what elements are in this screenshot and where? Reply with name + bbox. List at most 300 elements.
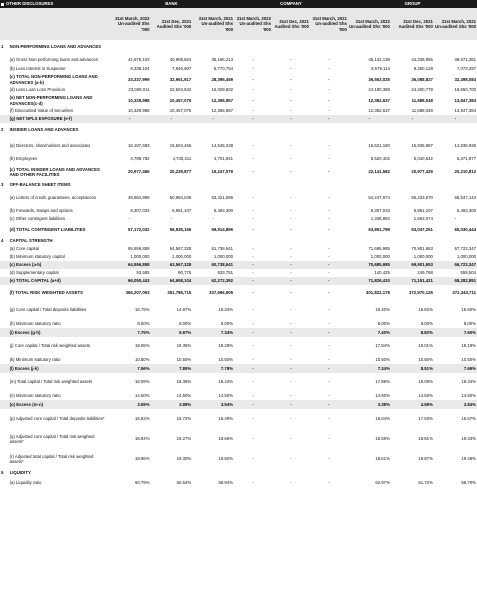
value-cell: 93,585 [136,270,150,276]
value-cell: 3.88% [151,400,193,409]
value-cell: - [328,456,330,462]
value-cell: - [328,320,330,326]
value-cell: - [290,208,292,214]
table-row [0,400,477,409]
value-cell: 365,207,063 [125,290,150,296]
value-cell: - [252,307,254,313]
value-cell: - [328,343,330,349]
value-cell: - [310,115,348,123]
table-row [0,163,477,181]
value-cell: 41,676,103 [128,56,150,62]
value-cell: - [328,195,330,201]
section-number [0,115,8,123]
value-cell: 15.34% [218,307,234,313]
value-cell: 24,400,779 [411,87,433,93]
value-cell: - [290,356,292,362]
value-cell: 70,685,985 [348,261,391,269]
value-cell: 69,901,653 [391,261,434,269]
value-cell: - [252,270,254,276]
value-cell: 14.50% [218,392,234,398]
row-label: (i) Excess (g-h) [8,328,109,337]
section-number [0,107,8,115]
table-row [0,73,477,86]
value-cell: 16.52% [134,416,150,422]
value-cell: 5,371,877 [456,156,476,162]
value-cell: 249,768 [417,270,433,276]
table-row [0,328,477,337]
table-row [0,269,477,277]
value-cell: 1,000,000 [370,254,390,260]
section-number [0,409,8,429]
section-number [0,449,8,469]
value-cell: - [310,328,348,337]
table-row [0,355,477,364]
value-cell: 14,545,238 [211,143,234,149]
section-number [0,253,8,261]
table-row [0,391,477,400]
table-row [0,207,477,215]
section-number [0,269,8,277]
row-label: (d) Less Loan Loss Provision [9,87,65,93]
value-cell: - [290,343,292,349]
row-label: (a) Liquidity ratio [9,480,42,486]
value-cell: 5,520,402 [370,156,390,162]
value-cell: 17.88% [375,379,390,385]
value-cell: 39,571,381 [454,56,476,62]
value-cell: 90,776 [178,270,192,276]
value-cell: 10.50% [461,356,476,362]
value-cell: 10,457,075 [169,108,192,114]
value-cell: - [290,436,292,442]
value-cell: 4,701,841 [213,156,234,162]
section-number [0,261,8,269]
section-number [0,328,8,337]
value-cell: 8,250,128 [413,66,433,72]
section-number [0,477,8,489]
value-cell: 19.82% [218,456,234,462]
value-cell: 4,735,411 [172,156,192,162]
value-cell: 10.50% [176,356,192,362]
value-cell: 12,382,637 [368,108,390,114]
table-title: OTHER DISCLOSURES [6,1,54,7]
value-cell: 48,864,999 [128,195,150,201]
value-cell: - [212,216,214,222]
value-cell: 19,247,079 [211,169,234,175]
value-cell: - [328,436,330,442]
value-cell: 5,951,107 [172,208,192,214]
value-cell: 12,365,957 [211,108,234,114]
value-cell: 44,338,955 [411,56,433,62]
value-cell: 22,141,582 [368,169,390,175]
value-cell: 53,421,596 [211,195,234,201]
value-cell: - [272,261,310,269]
section-number [0,373,8,391]
section-row [0,181,477,189]
value-cell: - [328,356,330,362]
table-row [0,189,477,207]
value-cell: 63,047,251 [411,227,433,233]
value-cell: 19.48% [461,456,476,462]
row-label: (a) Directors, shareholders and associates [9,143,91,149]
row-label: (l) Excess (j-k) [8,364,109,373]
value-cell: - [252,143,254,149]
row-label: (e) NET NON-PERFORMING LOANS AND ADVANCES(c-d) [9,95,93,106]
section-number [0,301,8,319]
row-label: (m) Total capital / Total risk weighted assets [9,379,93,385]
value-cell: - [328,169,330,175]
table-row [0,54,477,65]
value-cell: 7,073,297 [456,66,476,72]
value-cell: 55,433,070 [411,195,433,201]
row-label: (c) Other contingent liabilities [9,216,65,222]
value-cell: 71,826,410 [348,277,391,285]
value-cell: - [328,143,330,149]
value-cell: - [252,320,254,326]
value-cell: 3.59% [109,400,151,409]
value-cell: 8,338,104 [130,66,150,72]
value-cell: - [252,66,254,72]
value-cell: - [290,456,292,462]
value-cell: 68,282,851 [434,277,477,285]
section-number [0,364,8,373]
value-cell: 16.04% [375,416,390,422]
value-cell: - [234,115,272,123]
value-cell: 71,685,985 [368,246,390,252]
value-cell: - [328,290,330,296]
value-cell: - [328,216,330,222]
table-row [0,115,477,123]
value-cell: - [290,56,292,62]
value-cell: - [290,195,292,201]
value-cell: 1,000,000 [413,254,433,260]
value-cell: - [434,115,477,123]
value-cell: 28,395,459 [211,76,234,82]
value-cell: 40,908,824 [169,56,192,62]
value-cell: 13,847,384 [454,108,476,114]
value-cell: 8,307,033 [370,208,390,214]
section-row [0,237,477,245]
value-cell: 64,956,858 [109,261,151,269]
value-cell: 13,847,384 [454,97,476,103]
value-cell: 10,329,988 [128,97,150,103]
section-title: INSIDER LOANS AND ADVANCES [9,127,79,133]
section-number [0,215,8,223]
value-cell: 6,770,754 [213,66,234,72]
row-label: (c) Excess (a-b) [8,261,109,269]
value-cell: - [328,246,330,252]
section-number [0,355,8,364]
value-cell: - [290,216,292,222]
value-cell: - [290,227,292,233]
value-cell: 1,663,074 [413,216,433,222]
value-cell: 14.50% [134,392,150,398]
value-cell: - [109,115,151,123]
value-cell: - [290,480,292,486]
value-cell: - [252,227,254,233]
value-cell: - [290,66,292,72]
value-cell: 58,537,144 [454,195,476,201]
value-cell: 59,914,896 [211,227,234,233]
row-label: (o) Excess (m-n) [8,400,109,409]
value-cell: 63,567,328 [151,261,193,269]
header-row [0,0,477,8]
column-header: 31st Dec, 2021 Audited Shs '000 [272,8,310,40]
value-cell: 36,088,827 [411,76,433,82]
table-row [0,301,477,319]
section-number [0,400,8,409]
row-label: (e) TOTAL CAPITAL (a+d) [8,277,109,285]
value-cell: - [252,436,254,442]
value-cell: - [290,379,292,385]
value-cell: 7.34% [192,328,234,337]
value-cell: - [252,56,254,62]
column-header: 31st March, 2021 Un-audited Shs '000 [310,8,348,40]
value-cell: - [234,400,272,409]
value-cell: - [348,115,391,123]
value-cell: - [272,400,310,409]
value-cell: 11,688,048 [411,108,433,114]
value-cell: 372,343,711 [452,290,476,296]
value-cell: - [290,87,292,93]
value-cell: 3.84% [434,400,477,409]
value-cell: 3.94% [192,400,234,409]
value-cell: - [391,115,434,123]
table-row [0,277,477,285]
table-row [0,155,477,163]
table-row [0,429,477,449]
value-cell: 140,425 [374,270,390,276]
value-cell: 7,946,907 [172,66,192,72]
value-cell: - [328,76,330,82]
section-number [0,65,8,73]
value-cell: 57,172,032 [128,227,150,233]
section-number: 3 [1,182,4,188]
column-header: 31st March, 2022 Un-audited Shs '000 [234,8,272,40]
row-label: (k) Minimum statutory ratio [9,356,61,362]
table-row [0,65,477,73]
value-cell: - [252,356,254,362]
value-cell: 65,030,444 [454,227,476,233]
table-row [0,373,477,391]
title-square-icon [1,3,4,6]
value-cell: - [290,108,292,114]
value-cell: 18.06% [134,343,150,349]
value-cell: - [290,97,292,103]
value-cell: 533,751 [217,270,234,276]
value-cell: 12,365,957 [211,97,234,103]
table-row [0,137,477,155]
value-cell: 20,977,466 [128,169,150,175]
value-cell: 7.40% [348,328,391,337]
value-cell: 18.09% [134,379,150,385]
row-label: (g) Core capital / Total deposits liabilities [9,307,87,313]
value-cell: 8.82% [391,328,434,337]
row-label: (h) Minimum statutory ratio [9,320,61,326]
value-cell: 20,210,813 [454,169,476,175]
row-label: (b) Forwards, Swaps and options [9,208,73,214]
table-row [0,107,477,115]
section-number [0,223,8,237]
section-number [0,285,8,301]
value-cell: 62,272,392 [192,277,234,285]
value-cell: 19.66% [218,436,234,442]
value-cell: 61,738,641 [211,246,234,252]
column-header: 31st March, 2022 Un-audited Shs '000 [348,8,391,40]
value-cell: 15,936,887 [411,143,433,149]
value-cell: 14.50% [418,392,433,398]
value-cell: 18.19% [461,343,476,349]
value-cell: - [290,143,292,149]
value-cell: 8.51% [391,364,434,373]
value-cell: 60.64% [176,480,192,486]
value-cell: 10,457,075 [169,97,192,103]
value-cell: 1,000,000 [172,254,192,260]
table-row [0,364,477,373]
column-header: 31st Dec, 2021 Audited Shs '000 [151,8,193,40]
value-cell: - [328,108,330,114]
section-number [0,207,8,215]
table-row [0,409,477,429]
row-label: (p) Adjusted core capital / Total deposits liabilities* [9,416,105,422]
table-row [0,253,477,261]
value-cell: 5,040,542 [413,156,433,162]
value-cell: - [310,364,348,373]
section-number [0,429,8,449]
value-cell: - [290,169,292,175]
value-cell: - [252,480,254,486]
value-cell: 1,000,000 [130,254,150,260]
value-cell: - [252,195,254,201]
section-number: 4 [1,238,4,244]
value-cell: 8.00% [179,320,192,326]
value-cell: 18.58% [375,436,390,442]
value-cell: 10.50% [375,356,390,362]
value-cell: 14.50% [461,392,476,398]
row-label: (b) Less Interest in Suspense [9,66,66,72]
value-cell: - [454,216,457,222]
section-number [0,54,8,65]
row-label: (a) Core capital [9,246,39,252]
value-cell: 10.50% [134,356,150,362]
section-number [0,319,8,328]
value-cell: 6,493,300 [456,208,476,214]
value-cell: 23,008,011 [128,87,150,93]
value-cell: 15.40% [375,307,390,313]
section-number [0,86,8,94]
value-cell: 7.56% [109,364,151,373]
value-cell: 63,891,799 [368,227,390,233]
value-cell: 16.49% [218,416,234,422]
section-number: 5 [1,470,4,476]
table-row [0,245,477,253]
value-cell: - [328,227,330,233]
value-cell: - [272,328,310,337]
value-cell: - [252,456,254,462]
value-cell: - [252,343,254,349]
value-cell: 7.75% [109,328,151,337]
value-cell: 19.33% [461,436,476,442]
value-cell: - [290,76,292,82]
value-cell: 66,050,443 [109,277,151,285]
value-cell: 61.72% [418,480,433,486]
value-cell: 18.44% [218,379,234,385]
value-cell: - [252,246,254,252]
table-row [0,319,477,328]
value-cell: - [252,156,254,162]
value-cell: 45,142,139 [368,56,390,62]
row-label: (c) TOTAL NON-PERFORMING LOANS AND ADVANCES (a-b) [9,74,98,85]
value-cell: 33,337,999 [128,76,150,82]
row-label: (c) TOTAL INSIDER LOANS AND ADVANCES AND OTHER FACILITIES [9,166,100,177]
value-cell: 351,786,715 [167,290,192,296]
value-cell: - [328,392,330,398]
value-cell: 19.27% [176,436,192,442]
section-title: OFF-BALANCE SHEET ITEMS [9,182,71,188]
value-cell: 7.78% [192,364,234,373]
value-cell: 32,498,084 [454,76,476,82]
value-cell: - [328,480,330,486]
value-cell: 4,789,782 [130,156,150,162]
value-cell: 8.00% [137,320,150,326]
value-cell: 65,956,858 [128,246,150,252]
value-cell: - [328,307,330,313]
value-cell: - [234,364,272,373]
section-number [0,337,8,355]
value-cell: 14.50% [375,392,390,398]
value-cell: 7.85% [151,364,193,373]
value-cell: - [290,156,292,162]
value-cell: - [252,216,254,222]
value-cell: - [252,87,254,93]
value-cell: - [328,87,330,93]
value-cell: - [272,115,310,123]
value-cell: - [328,97,330,103]
value-cell: 15,504,466 [169,143,192,149]
value-cell: - [252,169,254,175]
row-label: (a) Gross Non-performing loans and advances [9,56,98,62]
value-cell: 19.87% [418,456,433,462]
value-cell: 19.08% [418,379,433,385]
value-cell: 56,935,156 [169,227,192,233]
value-cell: 14.50% [176,392,192,398]
value-cell: 35,166,213 [211,56,234,62]
value-cell: 559,504 [460,270,476,276]
value-cell: 8.00% [377,320,390,326]
value-cell: 14.97% [176,307,192,313]
value-cell: 71,151,421 [391,277,434,285]
section-number [0,155,8,163]
table-row [0,223,477,237]
value-cell: - [272,277,310,285]
value-cell: 67,723,347 [454,246,476,252]
row-label: (r) Adjusted total capital / Total risk weighted assets* [9,453,94,464]
value-cell: 19.30% [176,456,192,462]
row-label: (d) Supplementary capital [9,270,59,276]
column-header: 31st March, 2021 Un-audited Shs '000 [192,8,234,40]
value-cell: 372,970,126 [408,290,433,296]
row-label: (q) Adjusted core capital / Total risk weighted assets* [9,433,95,444]
value-cell: - [290,416,292,422]
value-cell: 8.00% [420,320,433,326]
value-cell: 16,187,683 [128,143,150,149]
value-cell: 70,901,653 [411,246,433,252]
value-cell: 14,838,936 [454,143,476,149]
value-cell: - [290,307,292,313]
value-cell: - [128,216,131,222]
value-cell: - [328,66,330,72]
value-cell: 18,650,700 [454,87,476,93]
value-cell: 18.38% [176,379,192,385]
